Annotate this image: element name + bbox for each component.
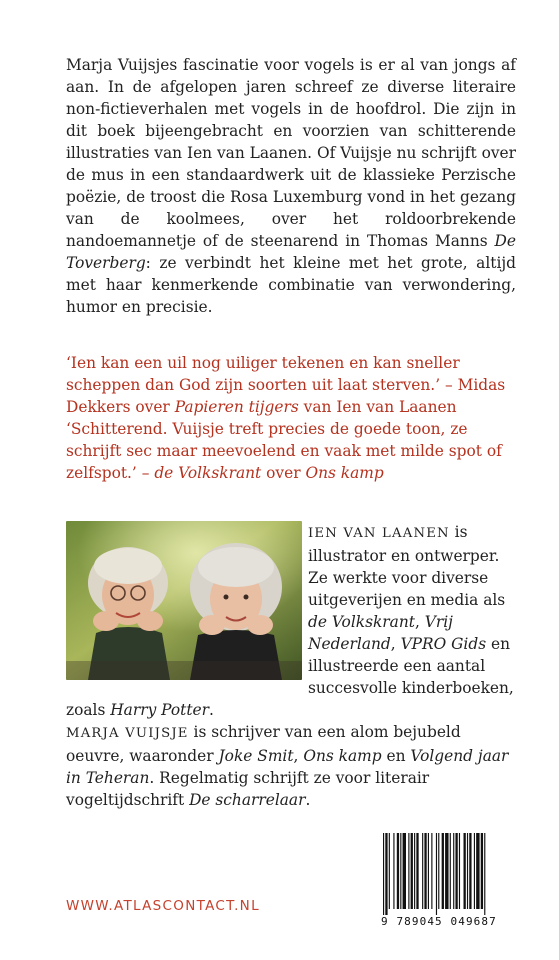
author-name-ien: IEN VAN LAANEN: [308, 526, 450, 541]
barcode-bar: [438, 833, 439, 909]
barcode-bar: [476, 833, 479, 909]
barcode-bar: [414, 833, 415, 909]
barcode-bar: [383, 833, 384, 915]
publisher-website[interactable]: WWW.ATLASCONTACT.NL: [66, 898, 260, 914]
barcode-bar: [416, 833, 418, 909]
barcode-bar: [403, 833, 406, 909]
barcode-bar: [408, 833, 409, 909]
quote-volkskrant: ‘Schitterend. Vuijsje treft precies de goede toon, ze schrijft sec maar meevoelend en vaak met milde spot of zelfspot.’ – de Volkskrant over Ons kamp: [66, 420, 502, 482]
barcode-bar: [464, 833, 466, 909]
barcode-bar: [424, 833, 426, 909]
authors-text: IEN VAN LAANEN is illustrator en ontwerper. Ze werkte voor diverse uitgeverijen en media als de Volkskrant, Vrij Nederland, VPRO Gids en illustreerde een aantal succesvolle kinderboeken, zoals Harry Potter. MARJA VUIJSJE is schrijver van een alom bejubeld oeuvre, waaronder Joke Smit, Ons kamp en Volgend jaar in Teheran. Regelmatig schrijft ze voor literair vogeltijdschrift De scharrelaar.: [66, 523, 514, 809]
quote-dekkers: ‘Ien kan een uil nog uiliger tekenen en kan sneller scheppen dan God zijn soorten uit laat sterven.’ – Midas Dekkers over Papieren tijgers van Ien van Laanen: [66, 354, 506, 416]
barcode-bar: [431, 833, 432, 909]
barcode-bar: [467, 833, 468, 909]
barcode-bar: [400, 833, 401, 909]
barcode-bar: [481, 833, 483, 909]
barcode-bar: [397, 833, 399, 909]
barcode-bar: [469, 833, 471, 909]
barcode-bar: [445, 833, 448, 909]
barcode-bar: [428, 833, 429, 909]
author-photo: [66, 521, 302, 680]
barcode-bar: [393, 833, 394, 909]
author-bios: [66, 521, 516, 811]
barcode-bar: [436, 833, 437, 915]
barcode-bar: [459, 833, 460, 909]
barcode-bar: [442, 833, 444, 909]
barcode-bar: [385, 833, 387, 915]
barcode-bar: [411, 833, 413, 909]
barcode-bar: [474, 833, 475, 909]
isbn-digits: 9 789045 049687: [381, 915, 497, 928]
press-quotes: [66, 352, 516, 484]
author-name-marja: MARJA VUIJSJE: [66, 726, 189, 741]
book-blurb: Marja Vuijsjes fascinatie voor vogels is er al van jongs af aan. In de afgelopen jaren schreef ze diverse literaire non-fictieverhalen met vogels in de hoofdrol. Die zijn in dit boek bijeengebracht en voorzien van schitterende illustraties van Ien van Laanen. Of Vuijsje nu schrijft over de mus in een standaardwerk uit de klassieke Perzische poëzie, de troost die Rosa Luxemburg vond in het gezang van de koolmees, over het roldoorbrekende nandoemannetje of de steenarend in Thomas Manns De Toverberg: ze verbindt het kleine met het grote, altijd met haar kenmerkende combinatie van verwondering, humor en precisie.: [66, 56, 516, 316]
barcode-bar: [422, 833, 423, 909]
barcode-bar: [389, 833, 390, 909]
barcode-bar: [453, 833, 454, 909]
barcode-bar: [455, 833, 457, 909]
author-photo-frame: [66, 521, 308, 681]
barcode-bar: [484, 833, 485, 915]
barcode-bar: [450, 833, 451, 909]
